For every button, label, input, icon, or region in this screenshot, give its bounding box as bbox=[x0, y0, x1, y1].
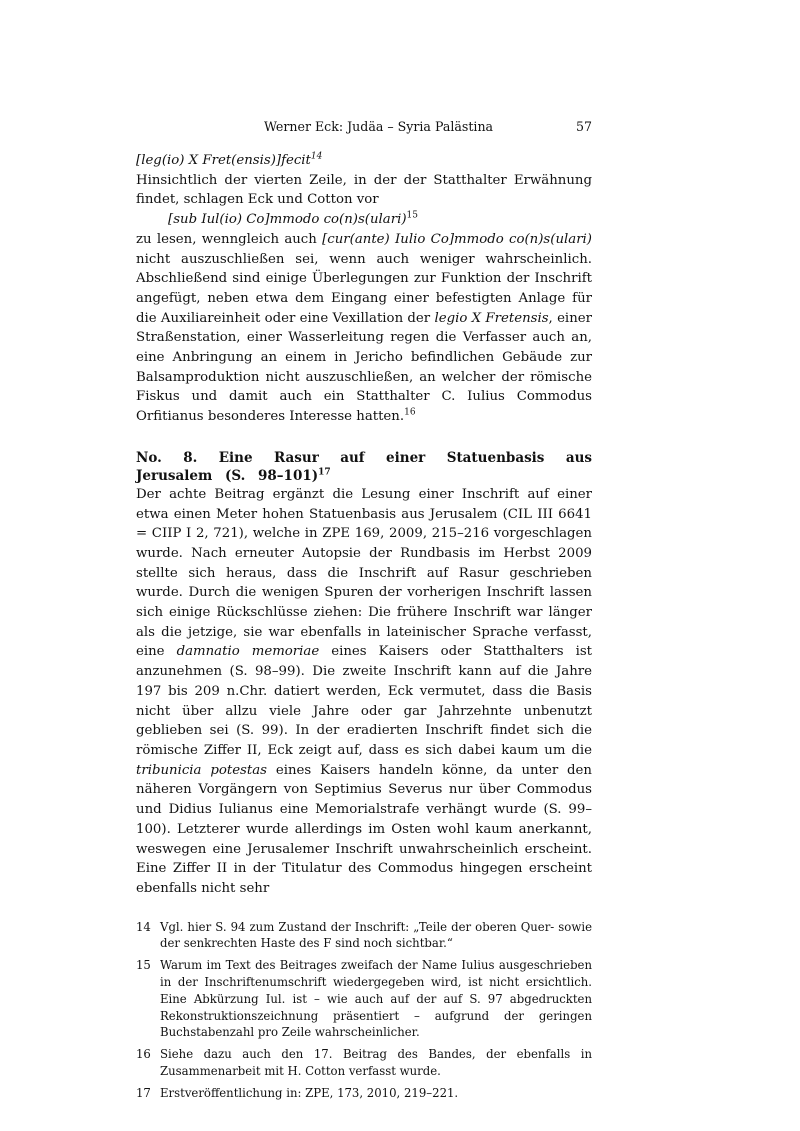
paragraph-1: Hinsichtlich der vierten Zeile, in der der Statthalter Erwähnung findet, schlagen Eck und Cotton vor bbox=[136, 172, 592, 208]
footnote bbox=[136, 1046, 592, 1080]
inscription-quote-1: [leg(io) X Fret(ensis)]fecit$^{14}$ bbox=[136, 151, 323, 168]
footnote-text: Vgl. hier S. 94 zum Zustand der Inschrift: „Teile der oberen Quer- sowie der senkrechten Haste des F sind noch sichtbar.“ bbox=[160, 919, 592, 951]
paragraph-3: Der achte Beitrag ergänzt die Lesung einer Inschrift auf einer etwa einen Meter hohen Statuenbasis aus Jerusalem (CIL III 6641 = CIIP I 2, 721), welche in ZPE 169, 2009, 215–216 vorgeschlagen wurde. Nach erneuter Autopsie der Rundbasis im Herbst 2009 stellte sich heraus, dass die Inschrift auf Rasur geschrieben wurde. Durch die wenigen Spuren der vorherigen Inschrift lassen sich einige Rückschlüsse ziehen: Die frühere Inschrift war länger als die jetzige, sie war ebenfalls in lateinischer Sprache verfasst, eine damnatio memoriae eines Kaisers oder Statthalters ist anzunehmen (S. 98–99). Die zweite Inschrift kann auf die Jahre 197 bis 209 n.Chr. datiert werden, Eck vermutet, dass die Basis nicht über allzu viele Jahre oder gar Jahrzehnte unbenutzt geblieben sei (S. 99). In der eradierten Inschrift findet sich die römische Ziffer II, Eck zeigt auf, dass es sich dabei kaum um die tribunicia potestas eines Kaisers handeln könne, da unter den näheren Vorgängern von Septimius Severus nur über Commodus und Didius Iulianus eine Memorialstrafe verhängt wurde (S. 99–100). Letzterer wurde allerdings im Osten wohl kaum anerkannt, weswegen eine Jerusalemer Inschrift unwahrscheinlich erscheint. Eine Ziffer II in der Titulatur des Commodus hingegen erscheint ebenfalls nicht sehr bbox=[136, 486, 592, 896]
footnote-number: 17 bbox=[136, 1085, 151, 1100]
footnote bbox=[136, 919, 592, 953]
footnote-number: 15 bbox=[136, 958, 151, 973]
footnote-text: Erstveröffentlichung in: ZPE, 173, 2010, 219–221. bbox=[160, 1085, 459, 1100]
footnotes bbox=[136, 919, 592, 1102]
paragraph-2: zu lesen, wenngleich auch [cur(ante) Iulio Co]mmodo co(n)s(ulari) nicht auszuschließen sei, wenn auch weniger wahrscheinlich. Abschließend sind einige Überlegungen zur Funktion der Inschrift angefügt, neben etwa dem Eingang einer befestigten Anlage für die Auxiliareinheit oder eine Vexillation der legio X Fretensis, einer Straßenstation, einer Wasserleitung regen die Verfasser auch an, eine Anbringung an einem in Jericho befindlichen Gebäude zur Balsamproduktion nicht auszuschließen, an welcher der römische Fiskus und damit auch ein Statthalter C. Iulius Commodus Orfitianus besonderes Interesse hatten.$^{16}$ bbox=[136, 231, 592, 425]
footnote-number: 14 bbox=[136, 919, 151, 934]
page bbox=[136, 117, 592, 1107]
running-header bbox=[136, 117, 592, 137]
footnote-text: Warum im Text des Beitrages zweifach der Name Iulius ausgeschrieben in der Inschriftenumschrift wiedergegeben wird, ist nicht ersichtlich. Eine Abkürzung Iul. ist – wie auch auf der auf S. 97 abgedruckten Rekonstruktionszeichnung präsentiert – aufgrund der geringen Buchstabenzahl pro Zeile wahrscheinlicher. bbox=[160, 958, 592, 1040]
footnote-text: Siehe dazu auch den 17. Beitrag des Bandes, der ebenfalls in Zusammenarbeit mit H. Cotton verfasst wurde. bbox=[160, 1047, 592, 1078]
section-heading: No. 8. Eine Rasur auf einer Statuenbasis aus Jerusalem (S. 98–101)$^{17}$ bbox=[136, 449, 592, 484]
running-title: Werner Eck: Judäa – Syria Palästina bbox=[264, 119, 494, 134]
footnote-ref-15[interactable]: 15 bbox=[406, 210, 418, 221]
footnote-number: 16 bbox=[136, 1047, 151, 1062]
footnote bbox=[136, 957, 592, 1041]
inscription-quote-2: [sub Iul(io) Co]mmodo co(n)s(ulari)$^{15}$ bbox=[168, 210, 418, 228]
page-number: 57 bbox=[575, 119, 592, 134]
footnote-ref-17[interactable]: 17 bbox=[318, 467, 331, 478]
footnote bbox=[136, 1085, 592, 1102]
footnote-ref-14[interactable]: 14 bbox=[310, 151, 323, 162]
footnote-ref-16[interactable]: 16 bbox=[404, 407, 416, 418]
